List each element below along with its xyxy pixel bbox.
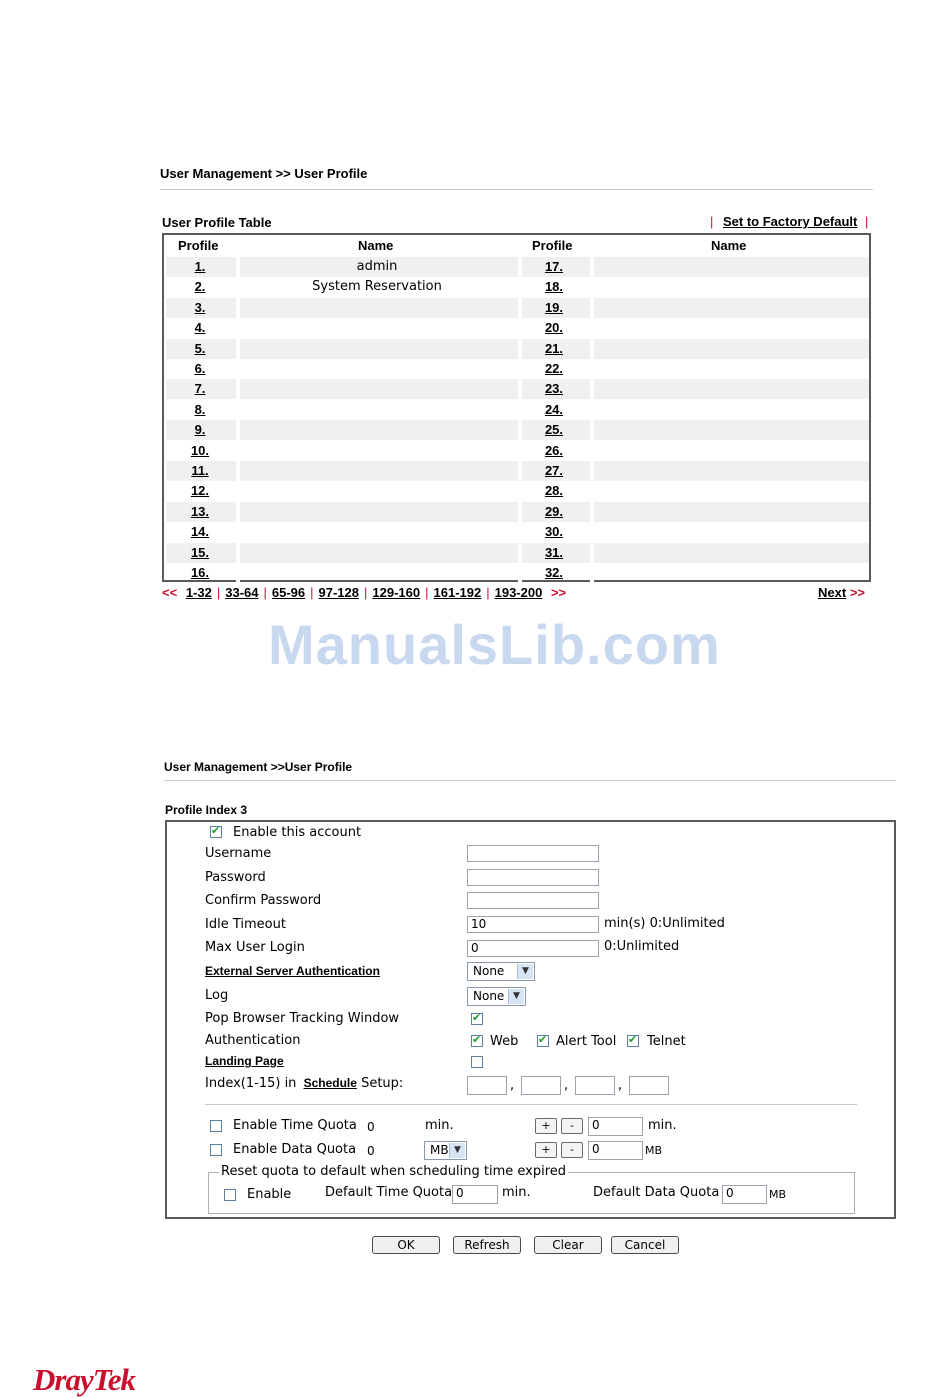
page-separator: | xyxy=(216,585,221,600)
profile-name xyxy=(238,563,516,583)
default-data-quota-unit: MB xyxy=(769,1188,787,1201)
column-separator xyxy=(236,257,240,277)
default-time-quota-unit: min. xyxy=(502,1185,531,1200)
profile-name xyxy=(592,298,869,318)
profile-link[interactable]: 4. xyxy=(194,320,206,336)
profile-name xyxy=(238,543,516,563)
breadcrumb: User Management >> User Profile xyxy=(160,166,368,181)
column-separator xyxy=(518,461,522,481)
profile-name xyxy=(592,257,869,277)
log-label: Log xyxy=(205,988,229,1003)
bar-left: | xyxy=(710,214,714,229)
data-quota-plus-button[interactable]: + xyxy=(535,1142,557,1158)
column-separator xyxy=(518,522,522,542)
auth-alert-label: Alert Tool xyxy=(556,1034,617,1049)
external-auth-value: None xyxy=(473,964,505,978)
schedule-index-1[interactable] xyxy=(467,1076,507,1095)
table-row xyxy=(166,481,869,501)
form-breadcrumb: User Management >>User Profile xyxy=(164,760,353,774)
time-quota-value: 0 xyxy=(367,1120,375,1134)
column-separator xyxy=(518,359,522,379)
user-profile-table xyxy=(162,233,871,582)
profile-name xyxy=(238,461,516,481)
profile-link[interactable]: 32. xyxy=(544,565,564,580)
enable-account-label: Enable this account xyxy=(233,825,362,840)
table-row xyxy=(166,441,869,461)
data-unit-select[interactable] xyxy=(424,1141,467,1160)
profile-name xyxy=(238,441,516,461)
table-row xyxy=(166,543,869,563)
column-separator xyxy=(518,318,522,338)
profile-name xyxy=(238,481,516,501)
profile-link[interactable]: 5. xyxy=(194,340,206,356)
page-separator: | xyxy=(364,585,368,600)
profile-link[interactable]: 10. xyxy=(190,442,210,458)
profile-link[interactable]: 2. xyxy=(194,279,206,295)
profile-name xyxy=(592,502,869,522)
profile-name xyxy=(592,522,869,542)
profile-link[interactable]: 20. xyxy=(544,320,564,336)
profile-name xyxy=(592,543,869,563)
column-separator xyxy=(236,400,240,420)
prev-arrows[interactable]: << xyxy=(162,585,178,600)
profile-link[interactable]: 27. xyxy=(544,463,564,478)
profile-name xyxy=(238,420,516,440)
form-divider xyxy=(164,780,896,781)
profile-name xyxy=(592,420,869,440)
profile-link[interactable]: 1. xyxy=(194,259,206,274)
column-separator xyxy=(236,543,240,563)
profile-link[interactable]: 15. xyxy=(190,544,210,560)
table-row xyxy=(166,359,869,379)
page-link[interactable]: 193-200 xyxy=(494,585,543,600)
column-separator xyxy=(590,563,594,583)
username-input[interactable] xyxy=(467,845,599,862)
draytek-logo: DrayTek xyxy=(33,1362,136,1397)
column-separator xyxy=(590,359,594,379)
column-separator xyxy=(236,461,240,481)
external-auth-select[interactable] xyxy=(467,962,535,981)
profile-name xyxy=(238,379,516,399)
table-row xyxy=(166,400,869,420)
next-arrows-inline[interactable]: >> xyxy=(550,585,567,600)
header-name-right: Name xyxy=(711,238,747,253)
table-row xyxy=(166,277,869,297)
time-quota-input[interactable]: 0 xyxy=(588,1117,643,1136)
password-input[interactable] xyxy=(467,869,599,886)
external-server-auth-link[interactable]: External Server Authentication xyxy=(205,964,380,978)
table-row xyxy=(166,420,869,440)
column-separator xyxy=(236,502,240,522)
profile-name xyxy=(238,522,516,542)
default-time-quota-input[interactable]: 0 xyxy=(452,1185,498,1204)
column-separator xyxy=(236,522,240,542)
table-row xyxy=(166,379,869,399)
column-separator xyxy=(590,543,594,563)
profile-link[interactable]: 23. xyxy=(544,381,564,397)
profile-link[interactable]: 6. xyxy=(194,361,206,376)
time-quota-input-unit: min. xyxy=(648,1118,677,1133)
max-user-login-hint: 0:Unlimited xyxy=(604,939,680,954)
profile-name xyxy=(592,563,869,583)
reset-enable-checkbox[interactable] xyxy=(224,1189,236,1201)
profile-link[interactable]: 29. xyxy=(544,503,564,519)
page-link[interactable]: 65-96 xyxy=(271,585,306,600)
column-separator xyxy=(236,359,240,379)
table-row xyxy=(166,298,869,318)
data-quota-input[interactable]: 0 xyxy=(588,1141,643,1160)
profile-link[interactable]: 22. xyxy=(544,361,564,376)
profile-link[interactable]: 9. xyxy=(194,422,206,438)
page-list xyxy=(181,585,548,600)
profile-link[interactable]: 30. xyxy=(544,524,564,540)
setup-text: Setup: xyxy=(361,1076,404,1091)
auth-telnet-checkbox[interactable] xyxy=(627,1035,639,1047)
comma-1: , xyxy=(510,1078,515,1093)
column-separator xyxy=(236,339,240,359)
column-separator xyxy=(236,379,240,399)
profile-link[interactable]: 21. xyxy=(544,340,564,356)
table-row xyxy=(166,502,869,522)
column-separator xyxy=(590,461,594,481)
profile-link[interactable]: 24. xyxy=(544,401,564,417)
auth-web-label: Web xyxy=(490,1034,519,1049)
schedule-index-2[interactable] xyxy=(521,1076,561,1095)
profile-link[interactable]: 16. xyxy=(190,565,210,580)
profile-name xyxy=(238,298,516,318)
divider xyxy=(160,189,873,190)
page-separator: | xyxy=(425,585,429,600)
column-separator xyxy=(236,277,240,297)
column-separator xyxy=(518,481,522,501)
profile-name xyxy=(592,481,869,501)
column-separator xyxy=(518,379,522,399)
profile-name xyxy=(238,318,516,338)
idle-timeout-hint: min(s) 0:Unlimited xyxy=(604,916,725,931)
column-separator xyxy=(518,257,522,277)
profile-name xyxy=(592,400,869,420)
schedule-link[interactable]: Schedule xyxy=(303,1076,357,1090)
table-row xyxy=(166,461,869,481)
column-separator xyxy=(518,339,522,359)
data-quota-checkbox[interactable] xyxy=(210,1144,222,1156)
index-schedule-label xyxy=(205,1076,403,1091)
table-title: User Profile Table xyxy=(162,215,272,230)
time-quota-plus-button[interactable]: + xyxy=(535,1118,557,1134)
page-separator: | xyxy=(263,585,267,600)
table-row xyxy=(166,563,869,583)
pop-browser-checkbox[interactable] xyxy=(471,1013,483,1025)
profile-name xyxy=(238,339,516,359)
column-separator xyxy=(518,277,522,297)
profile-name xyxy=(592,379,869,399)
next-link[interactable]: Next xyxy=(818,585,847,600)
index-prefix: Index(1-15) in xyxy=(205,1076,297,1091)
profile-name xyxy=(592,318,869,338)
bar-right: | xyxy=(865,214,869,229)
profile-link[interactable]: 13. xyxy=(190,503,210,519)
page-link[interactable]: 161-192 xyxy=(433,585,482,600)
column-separator xyxy=(518,563,522,583)
username-label: Username xyxy=(205,846,272,861)
factory-default-group xyxy=(710,214,868,229)
default-data-quota-label: Default Data Quota xyxy=(593,1185,720,1200)
column-separator xyxy=(236,481,240,501)
column-separator xyxy=(236,318,240,338)
column-separator xyxy=(590,298,594,318)
table-row xyxy=(166,257,869,277)
page-link[interactable]: 33-64 xyxy=(225,585,259,600)
default-time-quota-label: Default Time Quota xyxy=(325,1185,453,1200)
time-quota-minus-button[interactable]: - xyxy=(561,1118,583,1134)
header-profile-left: Profile xyxy=(178,238,219,253)
auth-telnet-label: Telnet xyxy=(647,1034,686,1049)
data-quota-minus-button[interactable]: - xyxy=(561,1142,583,1158)
schedule-index-3[interactable] xyxy=(575,1076,615,1095)
profile-link[interactable]: 18. xyxy=(544,279,564,295)
pager xyxy=(162,585,566,600)
log-value: None xyxy=(473,989,505,1003)
cancel-button[interactable]: Cancel xyxy=(611,1236,679,1254)
landing-page-checkbox[interactable] xyxy=(471,1056,483,1068)
profile-name xyxy=(238,359,516,379)
profile-link[interactable]: 31. xyxy=(544,544,564,560)
refresh-button[interactable]: Refresh xyxy=(453,1236,521,1254)
profile-name xyxy=(592,461,869,481)
column-separator xyxy=(590,400,594,420)
column-separator xyxy=(590,441,594,461)
column-separator xyxy=(590,481,594,501)
page-separator: | xyxy=(310,585,314,600)
page-link[interactable]: 97-128 xyxy=(318,585,359,600)
column-separator xyxy=(590,257,594,277)
profile-name xyxy=(238,502,516,522)
table-row xyxy=(166,522,869,542)
column-separator xyxy=(236,420,240,440)
column-separator xyxy=(518,441,522,461)
comma-3: , xyxy=(618,1078,623,1093)
profile-name xyxy=(592,339,869,359)
profile-link[interactable]: 19. xyxy=(544,299,564,315)
default-data-quota-input[interactable]: 0 xyxy=(722,1185,767,1204)
reset-quota-legend: Reset quota to default when scheduling time expired xyxy=(221,1164,567,1179)
data-quota-value: 0 xyxy=(367,1144,375,1158)
auth-web-checkbox[interactable] xyxy=(471,1035,483,1047)
profile-link[interactable]: 28. xyxy=(544,483,564,499)
page-link[interactable]: 129-160 xyxy=(372,585,421,600)
confirm-password-input[interactable] xyxy=(467,892,599,909)
watermark: ManualsLib.com xyxy=(268,613,721,676)
column-separator xyxy=(236,441,240,461)
log-select[interactable] xyxy=(467,987,526,1006)
profile-link[interactable]: 14. xyxy=(190,524,210,540)
column-separator xyxy=(518,298,522,318)
landing-page-link[interactable]: Landing Page xyxy=(205,1054,284,1068)
header-profile-right: Profile xyxy=(532,238,573,253)
header-name-left: Name xyxy=(358,238,394,253)
max-user-login-label: Max User Login xyxy=(205,940,305,955)
profile-link[interactable]: 12. xyxy=(190,483,210,499)
data-quota-label: Enable Data Quota xyxy=(233,1142,357,1157)
column-separator xyxy=(590,339,594,359)
column-separator xyxy=(518,502,522,522)
profile-name xyxy=(238,400,516,420)
pop-browser-label: Pop Browser Tracking Window xyxy=(205,1011,400,1026)
column-separator xyxy=(590,277,594,297)
next-group xyxy=(818,585,865,600)
table-row xyxy=(166,318,869,338)
password-label: Password xyxy=(205,870,266,885)
next-arrows[interactable]: >> xyxy=(849,585,865,600)
column-separator xyxy=(236,298,240,318)
profile-link[interactable]: 26. xyxy=(544,442,564,458)
column-separator xyxy=(590,420,594,440)
form-inner-divider xyxy=(205,1104,857,1105)
auth-alert-checkbox[interactable] xyxy=(537,1035,549,1047)
column-separator xyxy=(518,400,522,420)
profile-name xyxy=(592,441,869,461)
column-separator xyxy=(590,502,594,522)
column-separator xyxy=(518,420,522,440)
profile-link[interactable]: 11. xyxy=(191,463,209,478)
profile-name: System Reservation xyxy=(312,279,442,295)
table-row xyxy=(166,339,869,359)
time-quota-label: Enable Time Quota xyxy=(233,1118,357,1133)
set-factory-default-link[interactable]: Set to Factory Default xyxy=(723,214,858,229)
ok-button[interactable]: OK xyxy=(372,1236,440,1254)
profile-link[interactable]: 8. xyxy=(194,401,206,417)
column-separator xyxy=(236,563,240,583)
page-separator: | xyxy=(486,585,490,600)
chevron-down-icon: ▼ xyxy=(508,989,524,1004)
time-quota-unit: min. xyxy=(425,1118,454,1133)
data-unit-select-value: MB xyxy=(430,1143,449,1157)
reset-enable-label: Enable xyxy=(247,1187,292,1202)
max-user-login-input[interactable]: 0 xyxy=(467,940,599,957)
schedule-index-4[interactable] xyxy=(629,1076,669,1095)
profile-link[interactable]: 25. xyxy=(544,422,564,438)
profile-link[interactable]: 17. xyxy=(544,259,564,274)
column-separator xyxy=(590,522,594,542)
column-separator xyxy=(590,379,594,399)
column-separator xyxy=(590,318,594,338)
profile-link[interactable]: 7. xyxy=(194,381,206,397)
data-quota-input-unit: MB xyxy=(645,1144,663,1157)
confirm-password-label: Confirm Password xyxy=(205,893,322,908)
idle-timeout-label: Idle Timeout xyxy=(205,917,286,932)
chevron-down-icon: ▼ xyxy=(449,1143,465,1158)
enable-account-checkbox[interactable] xyxy=(210,826,222,838)
authentication-label: Authentication xyxy=(205,1033,301,1048)
page-link[interactable]: 1-32 xyxy=(185,585,212,600)
column-separator xyxy=(518,543,522,563)
idle-timeout-input[interactable]: 10 xyxy=(467,916,599,933)
time-quota-checkbox[interactable] xyxy=(210,1120,222,1132)
profile-name xyxy=(592,359,869,379)
profile-index-title: Profile Index 3 xyxy=(165,803,248,817)
profile-link[interactable]: 3. xyxy=(194,299,206,315)
comma-2: , xyxy=(564,1078,569,1093)
clear-button[interactable]: Clear xyxy=(534,1236,602,1254)
profile-name xyxy=(592,277,869,297)
chevron-down-icon: ▼ xyxy=(517,964,533,979)
profile-name: admin xyxy=(356,259,398,274)
